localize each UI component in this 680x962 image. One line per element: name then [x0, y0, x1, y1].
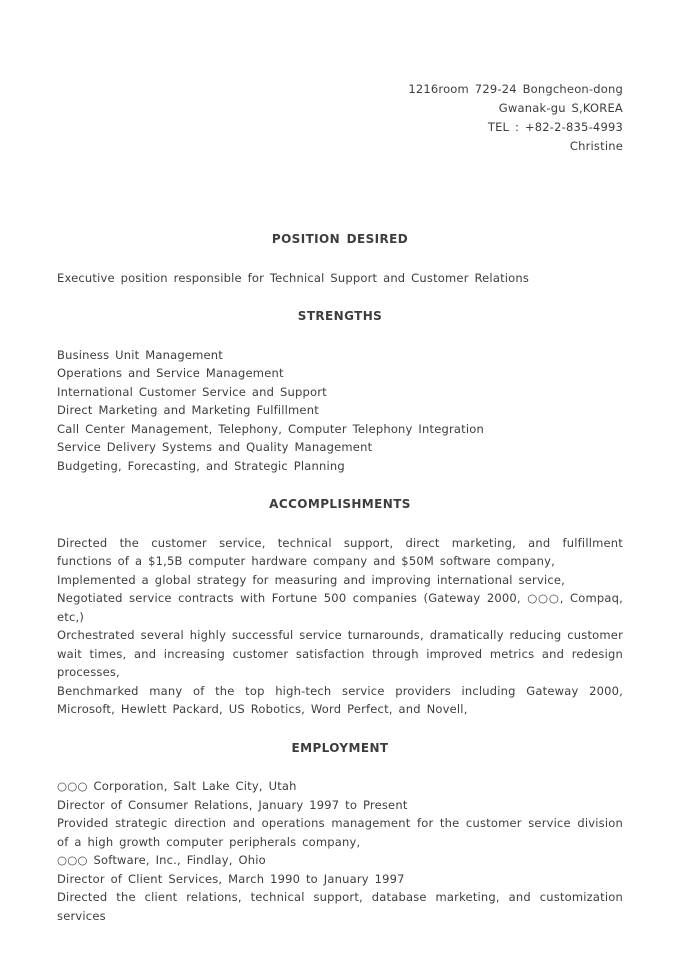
- accomplishment-item: Directed the customer service, technical support, direct marketing, and fulfillment functions of a $1,5B computer hardware company and $50M software company,: [57, 535, 623, 568]
- employment-line: ○○○ Software, Inc., Findlay, Ohio: [57, 853, 266, 867]
- accomplishment-item: Orchestrated several highly successful service turnarounds, dramatically reducing customer wait times, and increasing customer satisfaction through improved metrics and redesign processes,: [57, 628, 624, 679]
- strengths-heading: STRENGTHS: [297, 309, 383, 323]
- strength-item: Budgeting, Forecasting, and Strategic Planning: [57, 458, 345, 473]
- employment-line: ○○○ Corporation, Salt Lake City, Utah: [57, 779, 297, 793]
- strength-item: International Customer Service and Support: [57, 384, 327, 399]
- strength-item: Service Delivery Systems and Quality Management: [57, 440, 373, 454]
- strength-item: Business Unit Management: [57, 347, 223, 362]
- contact-name: Christine: [569, 139, 623, 153]
- accomplishment-item: Negotiated service contracts with Fortune 500 companies (Gateway 2000, ○○○, Compaq, etc,): [57, 591, 623, 624]
- strengths-list: [57, 346, 623, 476]
- accomplishment-item: Implemented a global strategy for measuring and improving international service,: [57, 572, 566, 587]
- contact-block: [57, 80, 623, 156]
- contact-address-line-1: 1216room 729-24 Bongcheon-dong: [408, 82, 623, 96]
- accomplishments-list: [57, 534, 623, 719]
- employment-line: Directed the client relations, technical support, database marketing, and customization services: [57, 890, 623, 923]
- strength-item: Direct Marketing and Marketing Fulfillment: [57, 403, 319, 417]
- employment-line: Provided strategic direction and operations management for the customer service division of a high growth computer peripherals company,: [57, 816, 623, 849]
- employment-line: Director of Client Services, March 1990 to January 1997: [57, 871, 405, 886]
- position-desired-text: Executive position responsible for Technical Support and Customer Relations: [57, 270, 530, 285]
- accomplishment-item: Benchmarked many of the top high-tech service providers including Gateway 2000, Microsoft, Hewlett Packard, US Robotics, Word Perfect, and Novell,: [57, 683, 623, 716]
- strength-item: Operations and Service Management: [57, 366, 284, 380]
- employment-line: Director of Consumer Relations, January 1997 to Present: [57, 797, 408, 812]
- strength-item: Call Center Management, Telephony, Computer Telephony Integration: [57, 421, 484, 436]
- accomplishments-heading: ACCOMPLISHMENTS: [269, 497, 411, 511]
- employment-list: [57, 777, 623, 925]
- employment-heading: EMPLOYMENT: [291, 740, 389, 755]
- contact-phone: TEL : +82-2-835-4993: [487, 120, 623, 134]
- contact-address-line-2: Gwanak-gu S,KOREA: [498, 101, 623, 115]
- position-desired-heading: POSITION DESIRED: [271, 232, 409, 246]
